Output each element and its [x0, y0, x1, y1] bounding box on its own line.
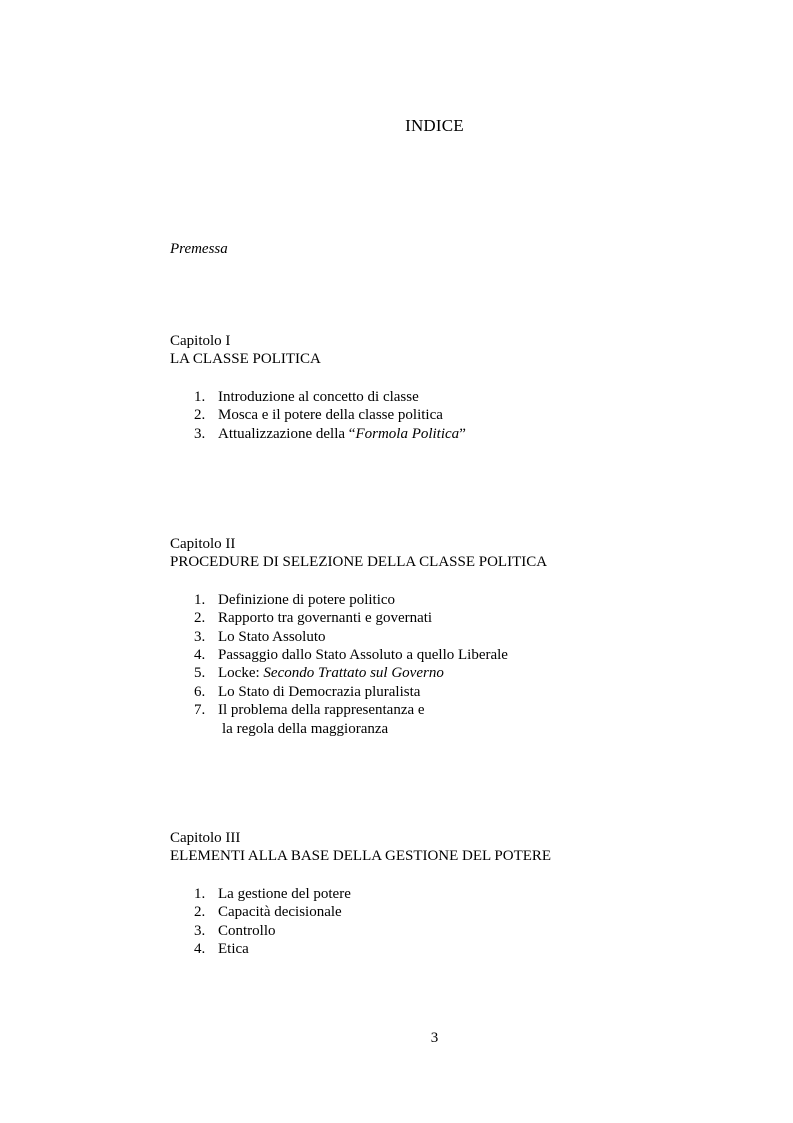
chapter-3	[170, 829, 551, 958]
list-item	[170, 885, 551, 903]
item-number: 2.	[194, 904, 206, 921]
list-item	[170, 646, 547, 664]
item-text: Lo Stato di Democrazia pluralista	[218, 683, 421, 700]
chapter-title: LA CLASSE POLITICA	[170, 351, 321, 368]
list-item	[170, 388, 466, 406]
list-item	[170, 940, 551, 958]
list-item	[170, 628, 547, 646]
list-item	[170, 406, 466, 424]
item-number: 1.	[194, 591, 206, 608]
item-number: 6.	[194, 683, 206, 700]
item-number: 2.	[194, 407, 206, 424]
item-number: 4.	[194, 941, 206, 958]
chapter-label: Capitolo I	[170, 333, 231, 349]
item-text: Controllo	[218, 922, 276, 939]
item-text: Rapporto tra governanti e governati	[218, 610, 433, 627]
item-number: 3.	[194, 922, 206, 939]
list-item	[170, 591, 547, 609]
list-item	[170, 701, 547, 738]
chapter-title: ELEMENTI ALLA BASE DELLA GESTIONE DEL POTERE	[170, 848, 552, 865]
item-number: 3.	[194, 425, 206, 442]
premessa-heading: Premessa	[170, 241, 228, 257]
item-text: Passaggio dallo Stato Assoluto a quello Liberale	[218, 647, 508, 664]
list-item	[170, 922, 551, 940]
chapter-1	[170, 332, 466, 443]
list-item	[170, 903, 551, 921]
item-text: Etica	[218, 941, 249, 958]
item-text: Mosca e il potere della classe politica	[218, 407, 443, 424]
item-text: Capacità decisionale	[218, 904, 342, 921]
item-number: 4.	[194, 647, 206, 664]
item-text: Definizione di potere politico	[218, 591, 396, 608]
item-text-continuation: la regola della maggioranza	[222, 720, 389, 737]
chapter-label: Capitolo III	[170, 830, 241, 846]
list-item	[170, 425, 466, 443]
list-item	[170, 609, 547, 627]
item-text: Introduzione al concetto di classe	[218, 388, 419, 405]
item-text-prefix: Attualizzazione della “	[218, 425, 356, 442]
item-text: Il problema della rappresentanza e	[218, 702, 425, 719]
item-text: La gestione del potere	[218, 885, 351, 902]
item-text-suffix: ”	[459, 425, 466, 442]
item-number: 2.	[194, 610, 206, 627]
item-number: 3.	[194, 628, 206, 645]
item-number: 1.	[194, 885, 206, 902]
chapter-label: Capitolo II	[170, 536, 236, 552]
chapter-item-list	[170, 885, 551, 959]
page-number: 3	[430, 1030, 439, 1046]
chapter-item-list	[170, 388, 466, 443]
item-number: 1.	[194, 388, 206, 405]
item-number: 5.	[194, 665, 206, 682]
item-number: 7.	[194, 702, 206, 719]
chapter-2	[170, 535, 547, 738]
list-item	[170, 664, 547, 682]
page-title: INDICE	[405, 116, 464, 135]
item-text-italic: Formola Politica	[355, 425, 460, 442]
chapter-item-list	[170, 591, 547, 738]
list-item	[170, 683, 547, 701]
item-text: Lo Stato Assoluto	[218, 628, 326, 645]
item-text-prefix: Locke:	[218, 665, 264, 682]
item-text-italic: Secondo Trattato sul Governo	[263, 665, 444, 682]
chapter-title: PROCEDURE DI SELEZIONE DELLA CLASSE POLITICA	[170, 554, 548, 571]
